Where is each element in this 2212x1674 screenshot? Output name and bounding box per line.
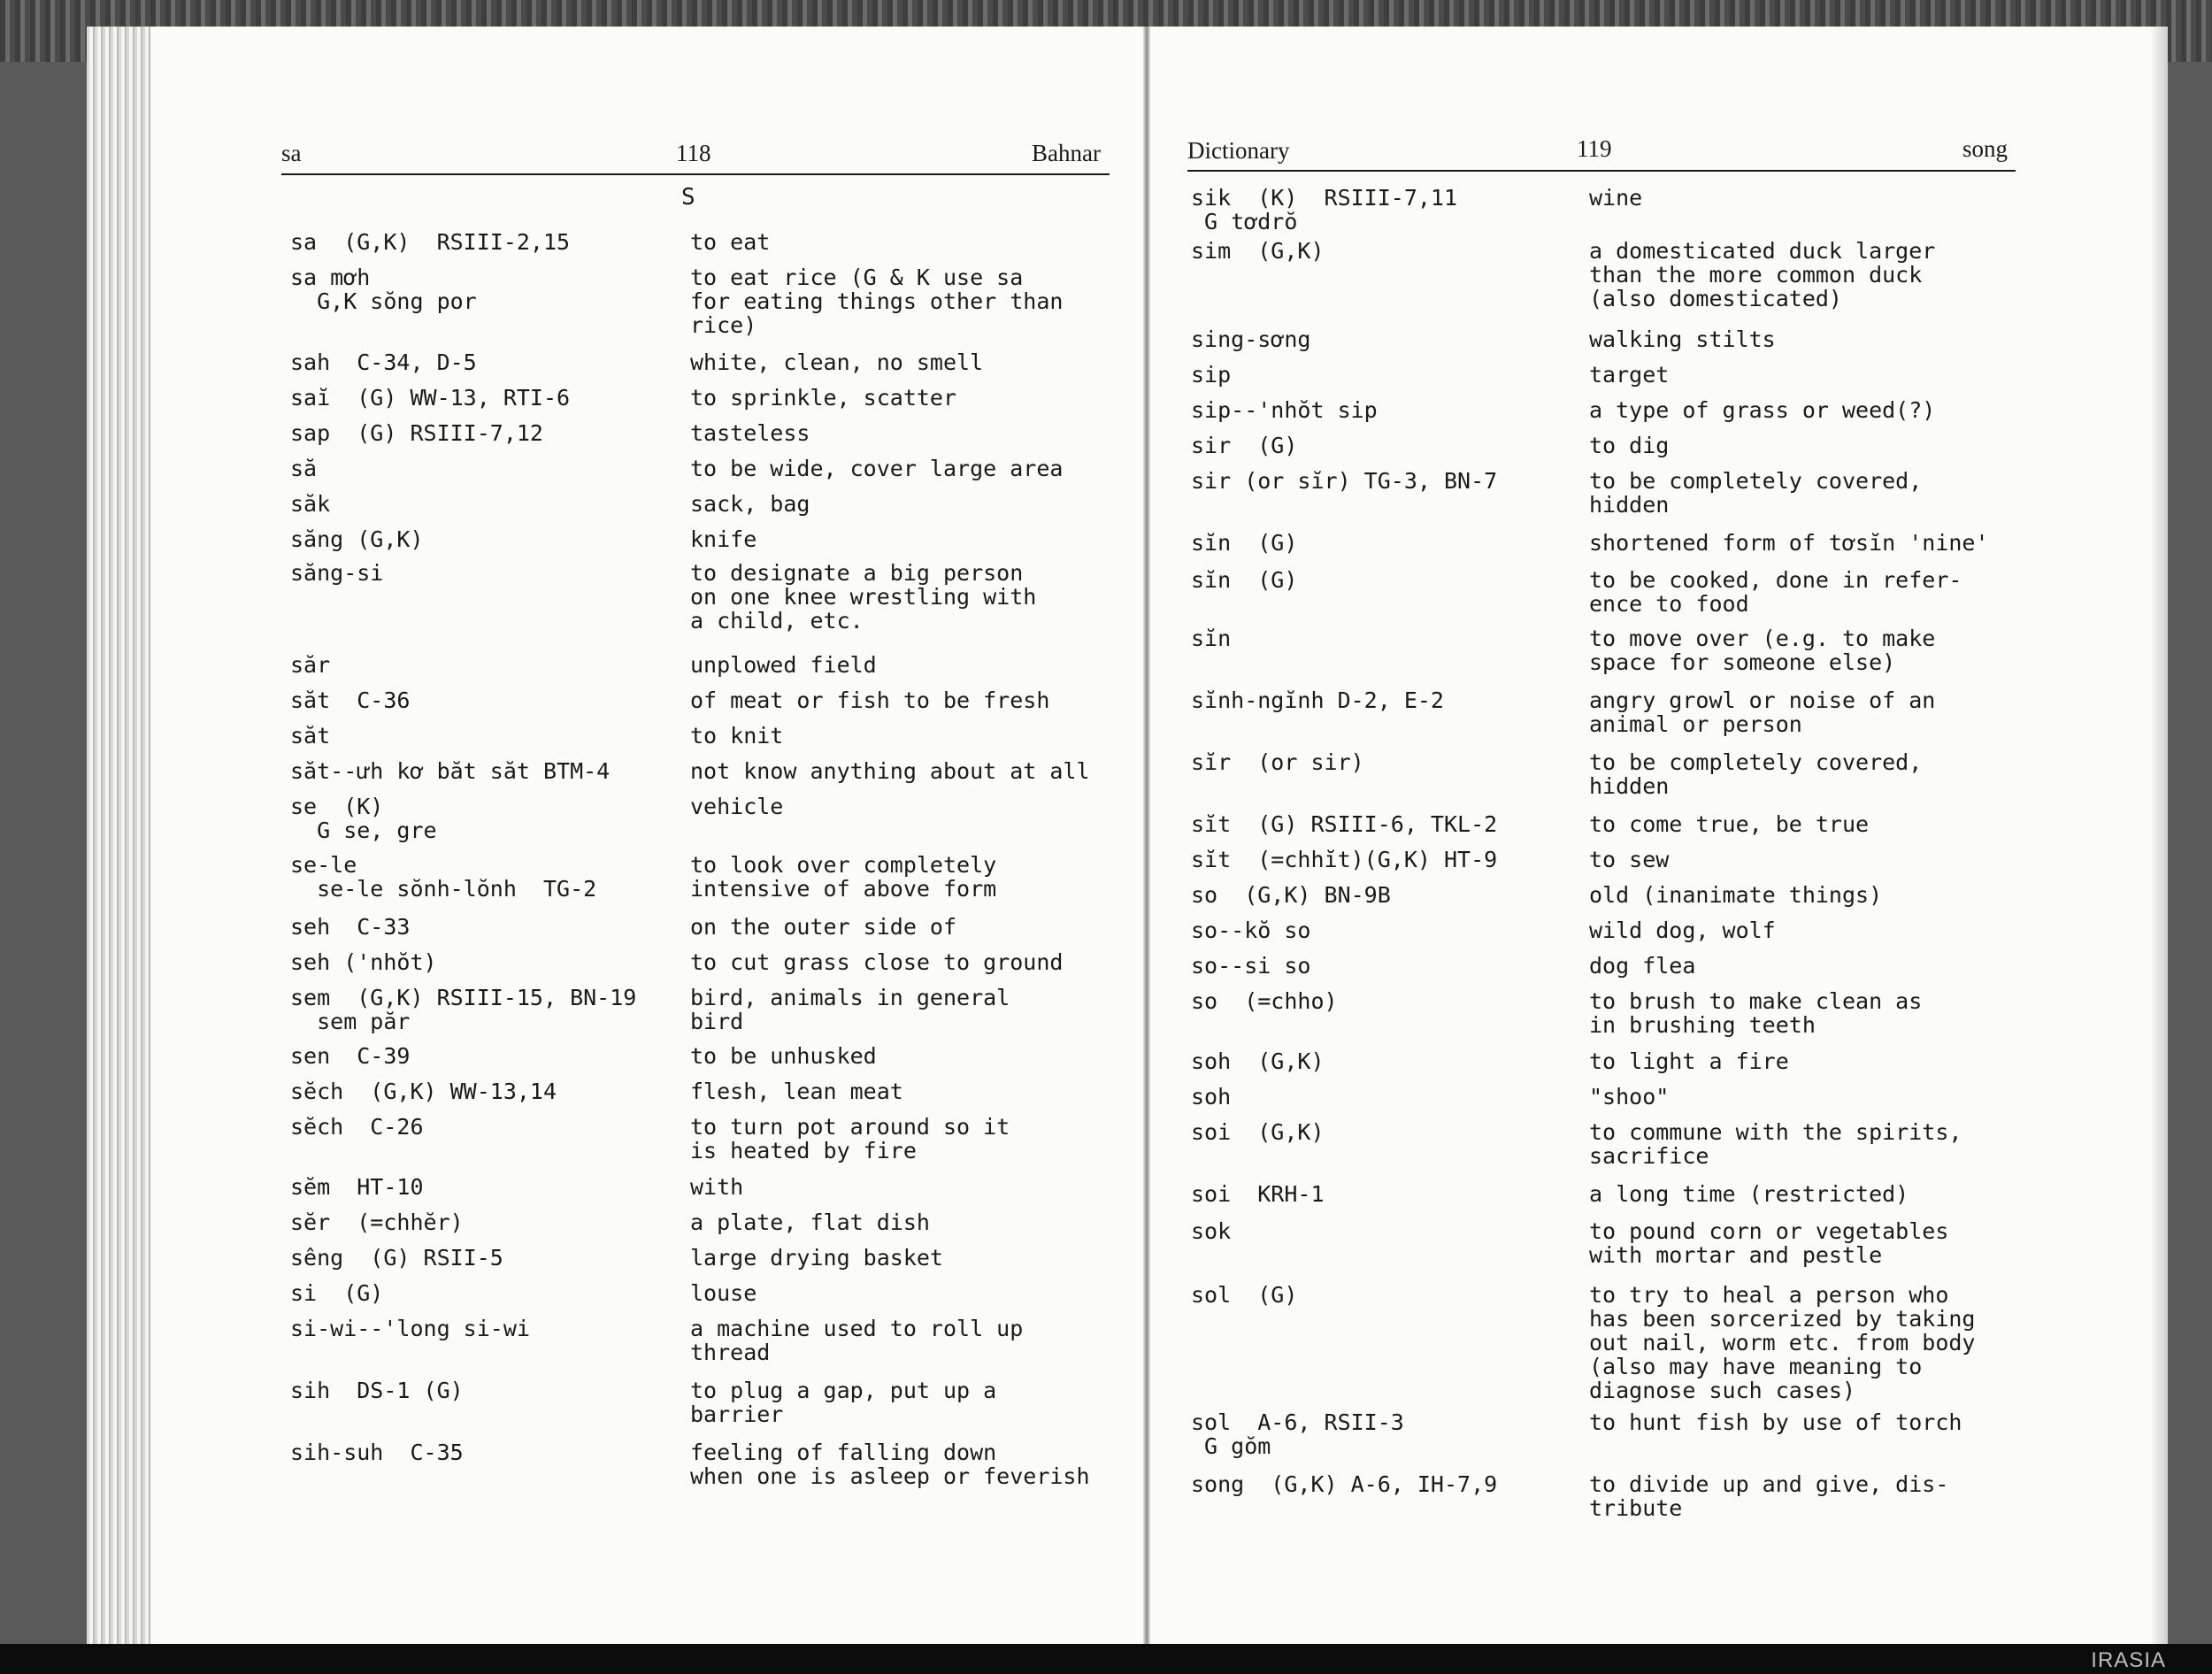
entry-definition: to designate a big person on one knee wrestling with a child, etc.	[690, 560, 1037, 634]
dictionary-entry	[290, 1440, 1090, 1489]
dictionary-entry	[1191, 953, 1696, 979]
entry-headword: soi (G,K)	[1191, 1119, 1325, 1145]
entry-definition: with	[690, 1174, 744, 1200]
entry-headword: sĭt (=chhĭt)(G,K) HT-9	[1191, 847, 1498, 872]
entry-definition: dog flea	[1589, 953, 1696, 979]
entry-definition: to eat rice (G & K use sa for eating things other than rice)	[690, 265, 1064, 338]
dictionary-entry	[290, 1245, 943, 1271]
entry-headword: sĕm HT-10	[290, 1174, 424, 1200]
entry-headword: sol A-6, RSII-3 G gŏm	[1191, 1409, 1404, 1459]
right-header-title: Dictionary	[1187, 137, 1290, 164]
dictionary-entry	[290, 985, 1010, 1034]
entry-headword: sĭn	[1191, 626, 1232, 651]
left-header-rule	[281, 173, 1110, 175]
entry-definition: feeling of falling down when one is asleep or feverish	[690, 1440, 1090, 1489]
entry-definition: to sew	[1589, 847, 1670, 872]
dictionary-entry	[1191, 185, 1643, 234]
entry-headword: săng-si	[290, 560, 384, 586]
left-page-number: 118	[676, 140, 711, 166]
entry-headword: si-wi--'long si-wi	[290, 1316, 530, 1341]
entry-definition: to commune with the spirits, sacrifice	[1589, 1119, 1962, 1169]
entry-definition: to be wide, cover large area	[690, 456, 1064, 481]
dictionary-entry	[1191, 847, 1670, 872]
entry-headword: sĕch (G,K) WW-13,14	[290, 1079, 557, 1104]
entry-headword: sĭn (G)	[1191, 567, 1298, 593]
watermark: IRASIA	[2091, 1648, 2166, 1672]
dictionary-entry	[1191, 687, 1936, 737]
entry-definition: to turn pot around so it is heated by fire	[690, 1114, 1010, 1163]
dictionary-entry	[290, 1174, 744, 1200]
dictionary-entry	[290, 349, 984, 375]
dictionary-entry	[1191, 1048, 1789, 1074]
entry-definition: to divide up and give, dis- tribute	[1589, 1471, 1949, 1521]
dictionary-entry	[290, 723, 784, 749]
section-letter: S	[681, 184, 695, 211]
dictionary-entry	[290, 1316, 1024, 1365]
entry-definition: white, clean, no smell	[690, 349, 984, 375]
dictionary-entry	[290, 1378, 997, 1427]
entry-headword: soi KRH-1	[1191, 1181, 1325, 1207]
entry-definition: louse	[690, 1280, 757, 1306]
entry-headword: săng (G,K)	[290, 526, 424, 552]
entry-definition: to plug a gap, put up a barrier	[690, 1378, 997, 1427]
entry-headword: sim (G,K)	[1191, 238, 1325, 264]
dictionary-entry	[1191, 882, 1883, 908]
entry-headword: sih-suh C-35	[290, 1440, 464, 1465]
dictionary-entry	[290, 652, 877, 678]
dictionary-entry	[1191, 1181, 1909, 1207]
entry-headword: sen C-39	[290, 1043, 411, 1069]
entry-headword: sem (G,K) RSIII-15, BN-19 sem păr	[290, 985, 637, 1034]
entry-definition: to be unhusked	[690, 1043, 877, 1069]
entry-headword: so--kŏ so	[1191, 918, 1311, 943]
entry-definition: knife	[690, 526, 757, 552]
dictionary-entry	[290, 1280, 757, 1306]
dictionary-entry	[1191, 433, 1670, 458]
dictionary-entry	[1191, 238, 1936, 311]
entry-definition: walking stilts	[1589, 326, 1776, 352]
entry-headword: seh C-33	[290, 914, 411, 940]
dictionary-entry	[290, 491, 810, 517]
entry-headword: sap (G) RSIII-7,12	[290, 420, 543, 446]
dictionary-entry	[290, 1079, 903, 1104]
entry-definition: to light a fire	[1589, 1048, 1789, 1074]
entry-headword: sĭn (G)	[1191, 530, 1298, 556]
entry-headword: saĭ (G) WW-13, RTI-6	[290, 385, 571, 411]
dictionary-entry	[290, 1114, 1010, 1163]
entry-headword: si (G)	[290, 1280, 384, 1306]
entry-headword: săt C-36	[290, 687, 411, 713]
entry-headword: sĭnh-ngĭnh D-2, E-2	[1191, 687, 1444, 713]
entry-definition: target	[1589, 362, 1670, 388]
entry-definition: to move over (e.g. to make space for someone else)	[1589, 626, 1936, 675]
entry-definition: a long time (restricted)	[1589, 1181, 1909, 1207]
entry-definition: tasteless	[690, 420, 810, 446]
dictionary-entry	[1191, 918, 1776, 943]
entry-headword: sĕch C-26	[290, 1114, 424, 1140]
dictionary-entry	[1191, 811, 1870, 837]
entry-headword: sip	[1191, 362, 1232, 388]
entry-headword: so (=chho)	[1191, 988, 1338, 1014]
entry-headword: soh (G,K)	[1191, 1048, 1325, 1074]
entry-definition: to sprinkle, scatter	[690, 385, 957, 411]
entry-headword: sih DS-1 (G)	[290, 1378, 464, 1403]
dictionary-entry	[1191, 1119, 1962, 1169]
entry-definition: to look over completely intensive of above form	[690, 852, 997, 902]
left-running-head: sa	[281, 140, 302, 166]
dictionary-entry	[290, 456, 1064, 481]
entry-headword: sol (G)	[1191, 1282, 1298, 1308]
page-shadow	[2150, 27, 2168, 1644]
entry-definition: angry growl or noise of an animal or person	[1589, 687, 1936, 737]
dictionary-entry	[1191, 1409, 1962, 1459]
entry-definition: "shoo"	[1589, 1084, 1670, 1110]
entry-definition: to be completely covered, hidden	[1589, 749, 1923, 799]
entry-headword: sĭt (G) RSIII-6, TKL-2	[1191, 811, 1498, 837]
dictionary-entry	[1191, 626, 1936, 675]
entry-definition: to try to heal a person who has been sorcerized by taking out nail, worm etc. from body (also may have meaning to diagnose such cases)	[1589, 1282, 1976, 1403]
entry-headword: song (G,K) A-6, IH-7,9	[1191, 1471, 1498, 1497]
dictionary-entry	[1191, 468, 1923, 518]
dictionary-entry	[1191, 326, 1776, 352]
entry-definition: a plate, flat dish	[690, 1209, 930, 1235]
dictionary-entry	[290, 687, 1050, 713]
page-edges	[87, 27, 150, 1644]
dictionary-entry	[290, 420, 810, 446]
left-header-title: Bahnar	[1032, 140, 1101, 166]
entry-definition: to cut grass close to ground	[690, 949, 1064, 975]
dictionary-entry	[290, 1209, 930, 1235]
entry-definition: to hunt fish by use of torch	[1589, 1409, 1962, 1435]
entry-definition: large drying basket	[690, 1245, 943, 1271]
right-running-head: song	[1962, 135, 2008, 162]
entry-headword: să	[290, 456, 318, 481]
entry-headword: se-le se-le sŏnh-lŏnh TG-2	[290, 852, 597, 902]
entry-definition: bird, animals in general bird	[690, 985, 1010, 1034]
dictionary-entry	[1191, 397, 1936, 423]
entry-definition: to be cooked, done in refer- ence to food	[1589, 567, 1962, 617]
dictionary-entry	[290, 229, 771, 255]
dictionary-entry	[1191, 530, 1989, 556]
dictionary-entry	[290, 526, 757, 552]
entry-definition: on the outer side of	[690, 914, 957, 940]
entry-headword: sip--'nhŏt sip	[1191, 397, 1378, 423]
entry-headword: sir (or sĭr) TG-3, BN-7	[1191, 468, 1498, 494]
entry-definition: to be completely covered, hidden	[1589, 468, 1923, 518]
entry-definition: to knit	[690, 723, 784, 749]
entry-definition: shortened form of tơsĭn 'nine'	[1589, 530, 1989, 556]
entry-headword: săt--ưh kơ băt săt BTM-4	[290, 758, 611, 784]
entry-definition: a machine used to roll up thread	[690, 1316, 1024, 1365]
entry-definition: wild dog, wolf	[1589, 918, 1776, 943]
entry-headword: sĭr (or sir)	[1191, 749, 1364, 775]
book-gutter	[1143, 27, 1150, 1644]
entry-definition: a domesticated duck larger than the more common duck (also domesticated)	[1589, 238, 1936, 311]
bottom-bar	[0, 1644, 2212, 1674]
dictionary-entry	[290, 949, 1064, 975]
dictionary-entry	[290, 560, 1037, 634]
dictionary-entry	[290, 914, 957, 940]
entry-headword: seh ('nhŏt)	[290, 949, 437, 975]
entry-definition: flesh, lean meat	[690, 1079, 903, 1104]
dictionary-entry	[1191, 988, 1923, 1038]
dictionary-entry	[290, 758, 1090, 784]
right-header-rule	[1187, 170, 2016, 172]
dictionary-entry	[1191, 749, 1923, 799]
dictionary-entry	[1191, 1282, 1976, 1403]
entry-headword: so--si so	[1191, 953, 1311, 979]
entry-definition: of meat or fish to be fresh	[690, 687, 1050, 713]
entry-definition: unplowed field	[690, 652, 877, 678]
entry-headword: sok	[1191, 1218, 1232, 1244]
entry-headword: săr	[290, 652, 331, 678]
entry-definition: old (inanimate things)	[1589, 882, 1883, 908]
entry-headword: sing-sơng	[1191, 326, 1311, 352]
entry-headword: sah C-34, D-5	[290, 349, 477, 375]
entry-definition: to brush to make clean as in brushing teeth	[1589, 988, 1923, 1038]
entry-headword: sik (K) RSIII-7,11 G tơdrŏ	[1191, 185, 1458, 234]
entry-definition: not know anything about at all	[690, 758, 1090, 784]
entry-headword: sĕr (=chhĕr)	[290, 1209, 464, 1235]
entry-definition: vehicle	[690, 794, 784, 819]
entry-definition: sack, bag	[690, 491, 810, 517]
entry-definition: to pound corn or vegetables with mortar and pestle	[1589, 1218, 1949, 1268]
dictionary-entry	[1191, 362, 1670, 388]
entry-headword: sa mơh G,K sŏng por	[290, 265, 477, 314]
dictionary-entry	[290, 1043, 877, 1069]
entry-headword: săk	[290, 491, 331, 517]
entry-headword: se (K) G se, gre	[290, 794, 437, 843]
entry-headword: so (G,K) BN-9B	[1191, 882, 1391, 908]
dictionary-entry	[290, 265, 1064, 338]
entry-headword: săt	[290, 723, 331, 749]
entry-definition: to eat	[690, 229, 771, 255]
entry-headword: soh	[1191, 1084, 1232, 1110]
entry-headword: sir (G)	[1191, 433, 1298, 458]
dictionary-entry	[290, 794, 784, 843]
entry-headword: sêng (G) RSII-5	[290, 1245, 503, 1271]
dictionary-entry	[1191, 567, 1962, 617]
dictionary-entry	[1191, 1471, 1949, 1521]
entry-definition: wine	[1589, 185, 1643, 211]
right-page-number: 119	[1577, 135, 1612, 162]
dictionary-entry	[290, 385, 957, 411]
entry-definition: to dig	[1589, 433, 1670, 458]
entry-definition: a type of grass or weed(?)	[1589, 397, 1936, 423]
dictionary-entry	[1191, 1084, 1670, 1110]
entry-headword: sa (G,K) RSIII-2,15	[290, 229, 571, 255]
dictionary-entry	[290, 852, 997, 902]
dictionary-entry	[1191, 1218, 1949, 1268]
entry-definition: to come true, be true	[1589, 811, 1870, 837]
